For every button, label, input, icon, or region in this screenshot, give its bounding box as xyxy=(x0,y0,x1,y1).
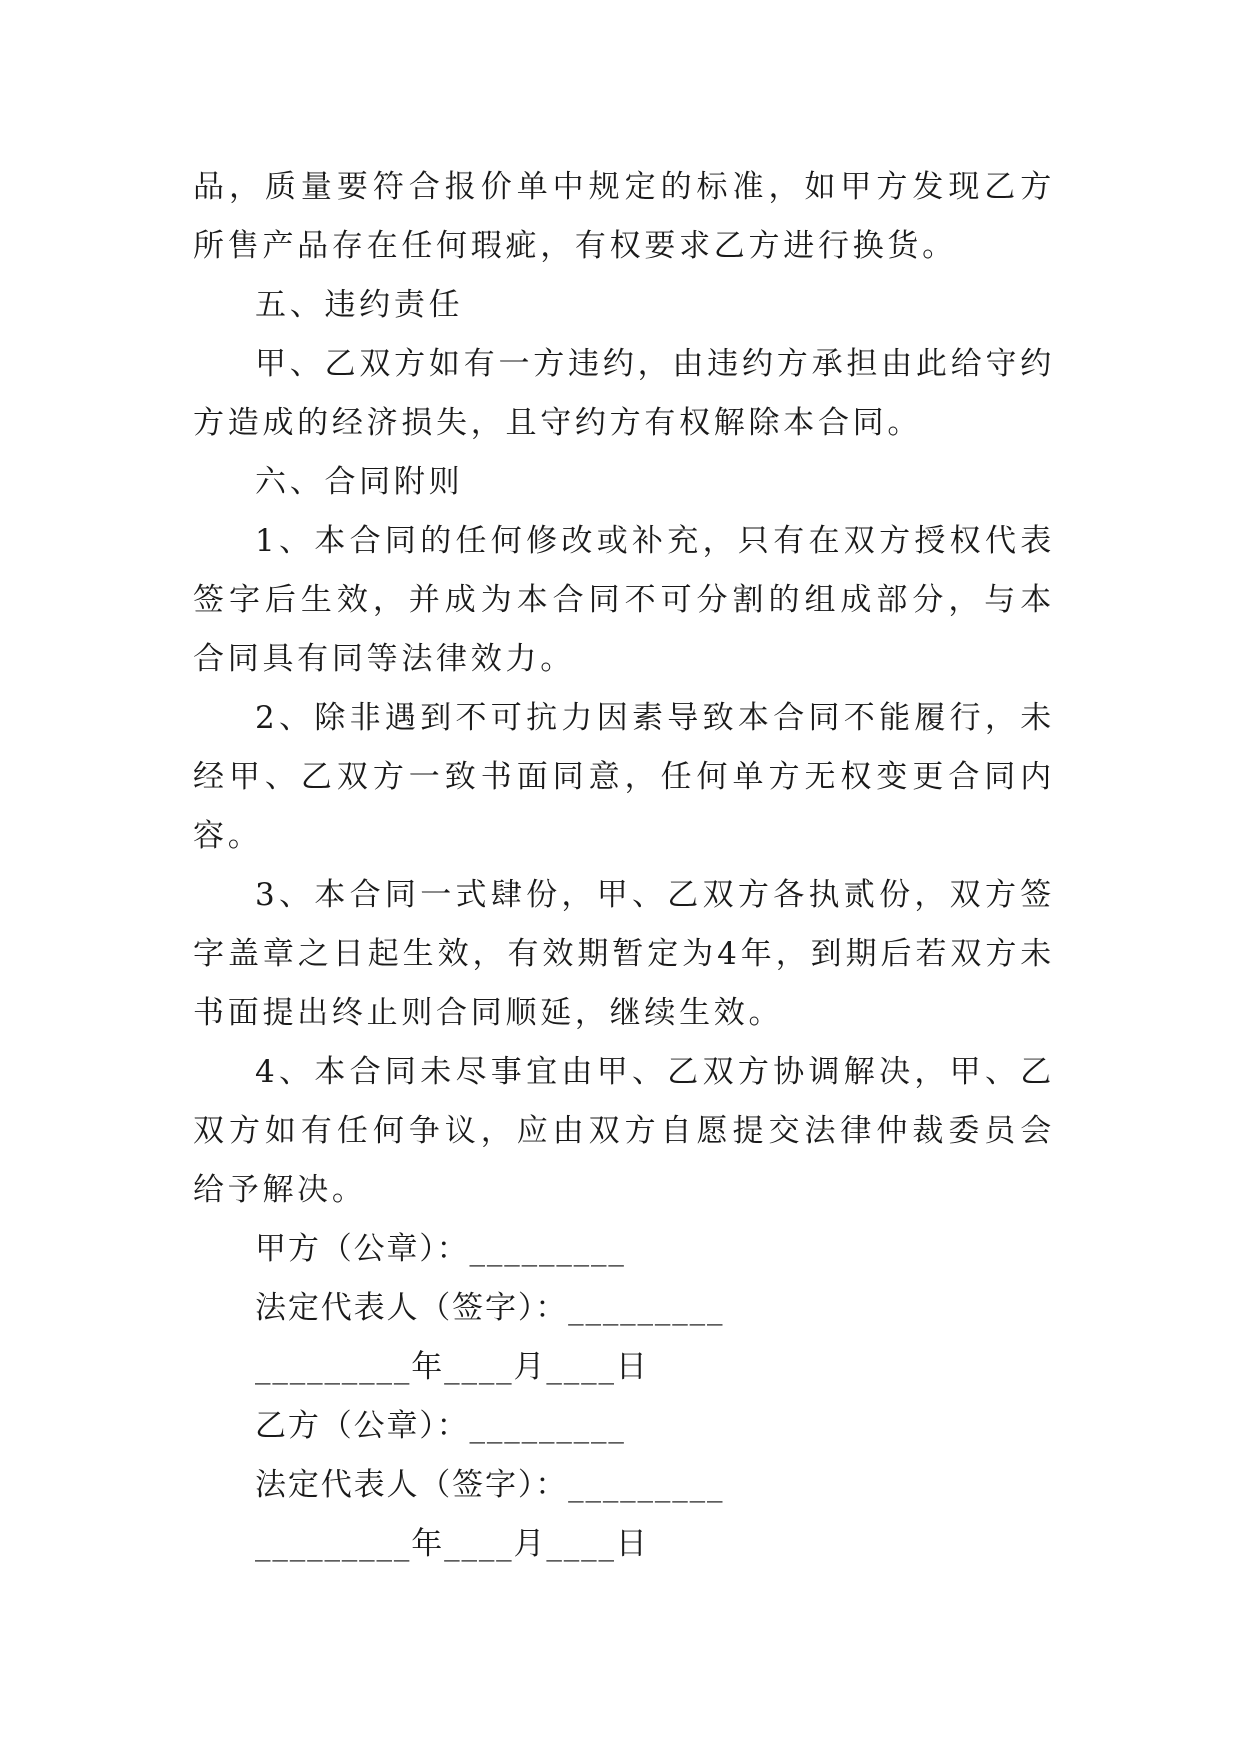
party-b-seal-line: 乙方（公章）：_________ xyxy=(255,1408,626,1444)
party-a-representative-line: 法定代表人（签字）：_________ xyxy=(255,1290,725,1326)
paragraph-clause-2: 2、除非遇到不可抗力因素导致本合同不能履行，未经甲、乙双方一致书面同意，任何单方无权变更合同内容。 xyxy=(193,700,1055,854)
paragraph-clause-4: 4、本合同未尽事宜由甲、乙双方协调解决，甲、乙双方如有任何争议，应由双方自愿提交法律仲裁委员会给予解决。 xyxy=(193,1054,1055,1208)
heading-breach-liability: 五、违约责任 xyxy=(255,287,464,323)
document-body xyxy=(193,158,1055,1574)
party-b-representative-line: 法定代表人（签字）：_________ xyxy=(255,1467,725,1503)
paragraph-clause-1: 1、本合同的任何修改或补充，只有在双方授权代表签字后生效，并成为本合同不可分割的组成部分，与本合同具有同等法律效力。 xyxy=(193,523,1055,677)
party-a-seal-line: 甲方（公章）：_________ xyxy=(255,1231,626,1267)
paragraph-breach-liability: 甲、乙双方如有一方违约，由违约方承担由此给守约方造成的经济损失，且守约方有权解除本合同。 xyxy=(193,346,1055,441)
party-a-date-line: _________年____月____日 xyxy=(255,1349,649,1385)
party-b-date-line: _________年____月____日 xyxy=(255,1526,649,1562)
paragraph-quality-standard: 品，质量要符合报价单中规定的标准，如甲方发现乙方所售产品存在任何瑕疵，有权要求乙方进行换货。 xyxy=(193,169,1055,264)
paragraph-clause-3: 3、本合同一式肆份，甲、乙双方各执贰份，双方签字盖章之日起生效，有效期暂定为4年，到期后若双方未书面提出终止则合同顺延，继续生效。 xyxy=(193,877,1055,1031)
heading-supplementary-provisions: 六、合同附则 xyxy=(255,464,464,500)
signature-block xyxy=(193,1220,1055,1574)
